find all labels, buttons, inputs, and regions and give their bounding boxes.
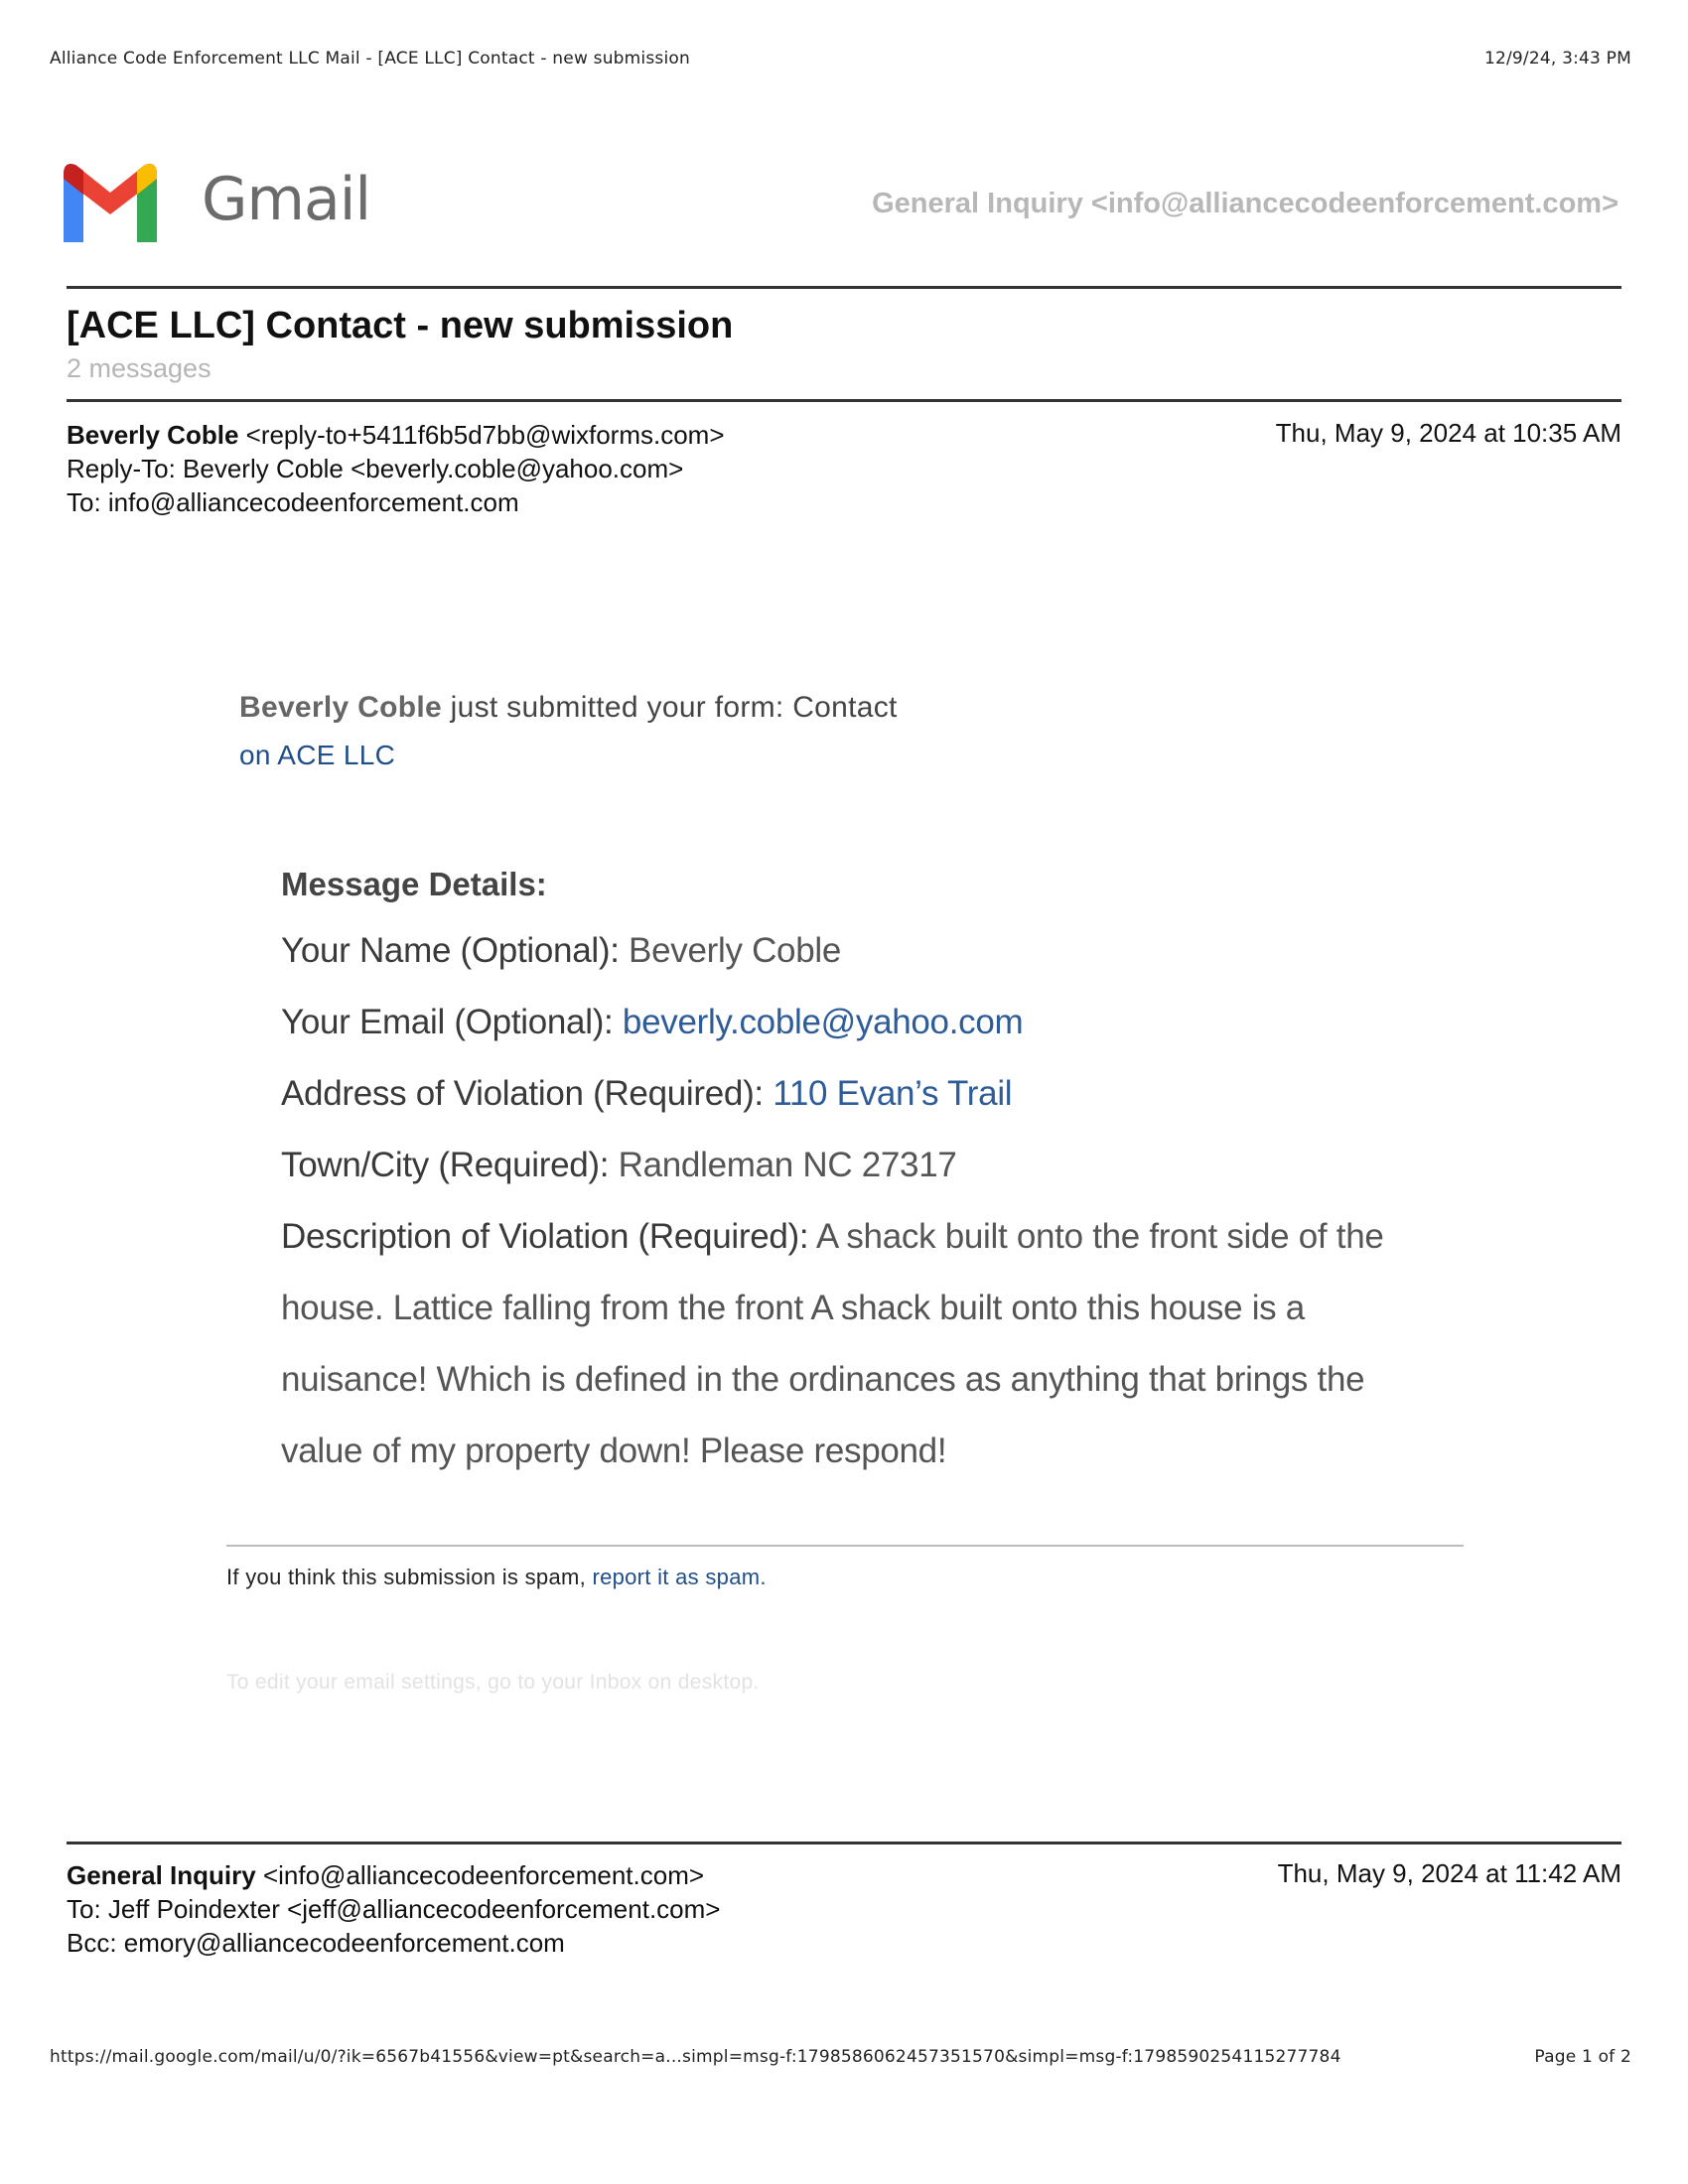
field-value: Beverly Coble bbox=[619, 931, 842, 970]
field-label: Address of Violation (Required): bbox=[281, 1074, 764, 1113]
field-label: Town/City (Required): bbox=[281, 1146, 610, 1184]
field-town-city bbox=[281, 1142, 1413, 1189]
message-1-from-name: Beverly Coble bbox=[67, 420, 239, 450]
field-label: Your Email (Optional): bbox=[281, 1003, 614, 1041]
details-heading: Message Details: bbox=[281, 866, 547, 902]
header-divider bbox=[67, 286, 1621, 289]
field-description bbox=[281, 1201, 1413, 1487]
settings-notice: To edit your email settings, go to your Inbox on desktop. bbox=[226, 1671, 760, 1694]
subject-divider bbox=[67, 399, 1621, 402]
field-your-name bbox=[281, 927, 1413, 975]
site-name-link[interactable]: on ACE LLC bbox=[239, 740, 396, 770]
message-1-from bbox=[67, 418, 725, 452]
message-2-from-name: General Inquiry bbox=[67, 1860, 256, 1890]
print-header-datetime: 12/9/24, 3:43 PM bbox=[1483, 49, 1631, 68]
print-footer-page: Page 1 of 2 bbox=[1534, 2047, 1631, 2067]
field-value: Randleman NC 27317 bbox=[609, 1146, 957, 1184]
field-your-email bbox=[281, 999, 1413, 1046]
body-divider bbox=[226, 1545, 1464, 1547]
submission-text: just submitted your form: Contact bbox=[441, 691, 898, 724]
submitter-name: Beverly Coble bbox=[239, 691, 442, 724]
print-footer-url: https://mail.google.com/mail/u/0/?ik=6567b41556&view=pt&search=a...simpl=msg-f:1798586062457351570&simpl=msg-f:1798590254115277784 bbox=[50, 2047, 1341, 2067]
address-link[interactable]: 110 Evan’s Trail bbox=[763, 1074, 1013, 1113]
message-1-date: Thu, May 9, 2024 at 10:35 AM bbox=[1275, 418, 1621, 448]
message-2-bcc: Bcc: emory@alliancecodeenforcement.com bbox=[67, 1928, 565, 1958]
spam-suffix: . bbox=[760, 1565, 767, 1589]
field-value: A shack built onto the front side of the house. Lattice falling from the front A shack built onto this house is a nuisance! Which is defined in the ordinances as anything that brings the value of my property down! Please respond! bbox=[281, 1217, 1384, 1470]
gmail-logo-icon bbox=[56, 155, 165, 244]
message-1-from-address: <reply-to+5411f6b5d7bb@wixforms.com> bbox=[238, 420, 725, 450]
field-label: Description of Violation (Required): bbox=[281, 1217, 809, 1256]
message-details bbox=[281, 866, 1413, 1511]
account-identity: General Inquiry <info@alliancecodeenforcement.com> bbox=[872, 188, 1618, 219]
field-address bbox=[281, 1070, 1413, 1118]
message-1-to: To: info@alliancecodeenforcement.com bbox=[67, 487, 519, 517]
message-divider bbox=[67, 1842, 1621, 1844]
report-spam-link[interactable]: report it as spam bbox=[592, 1565, 761, 1589]
message-2-date: Thu, May 9, 2024 at 11:42 AM bbox=[1277, 1858, 1621, 1888]
print-header-title: Alliance Code Enforcement LLC Mail - [ACE LLC] Contact - new submission bbox=[50, 49, 690, 68]
message-2-header bbox=[67, 1858, 720, 1960]
email-link[interactable]: beverly.coble@yahoo.com bbox=[613, 1003, 1024, 1041]
field-label: Your Name (Optional): bbox=[281, 931, 620, 970]
gmail-wordmark: Gmail bbox=[202, 165, 371, 234]
message-count: 2 messages bbox=[67, 353, 211, 383]
message-2-from-address: <info@alliancecodeenforcement.com> bbox=[255, 1860, 705, 1890]
thread-subject: [ACE LLC] Contact - new submission bbox=[67, 305, 734, 346]
spam-prefix: If you think this submission is spam, bbox=[226, 1565, 593, 1589]
message-2-to: To: Jeff Poindexter <jeff@alliancecodeenforcement.com> bbox=[67, 1894, 721, 1924]
submission-notice bbox=[239, 691, 898, 725]
message-1-header bbox=[67, 418, 725, 519]
message-1-reply-to: Reply-To: Beverly Coble <beverly.coble@yahoo.com> bbox=[67, 454, 684, 483]
message-2-from bbox=[67, 1858, 720, 1892]
spam-notice bbox=[226, 1565, 767, 1590]
